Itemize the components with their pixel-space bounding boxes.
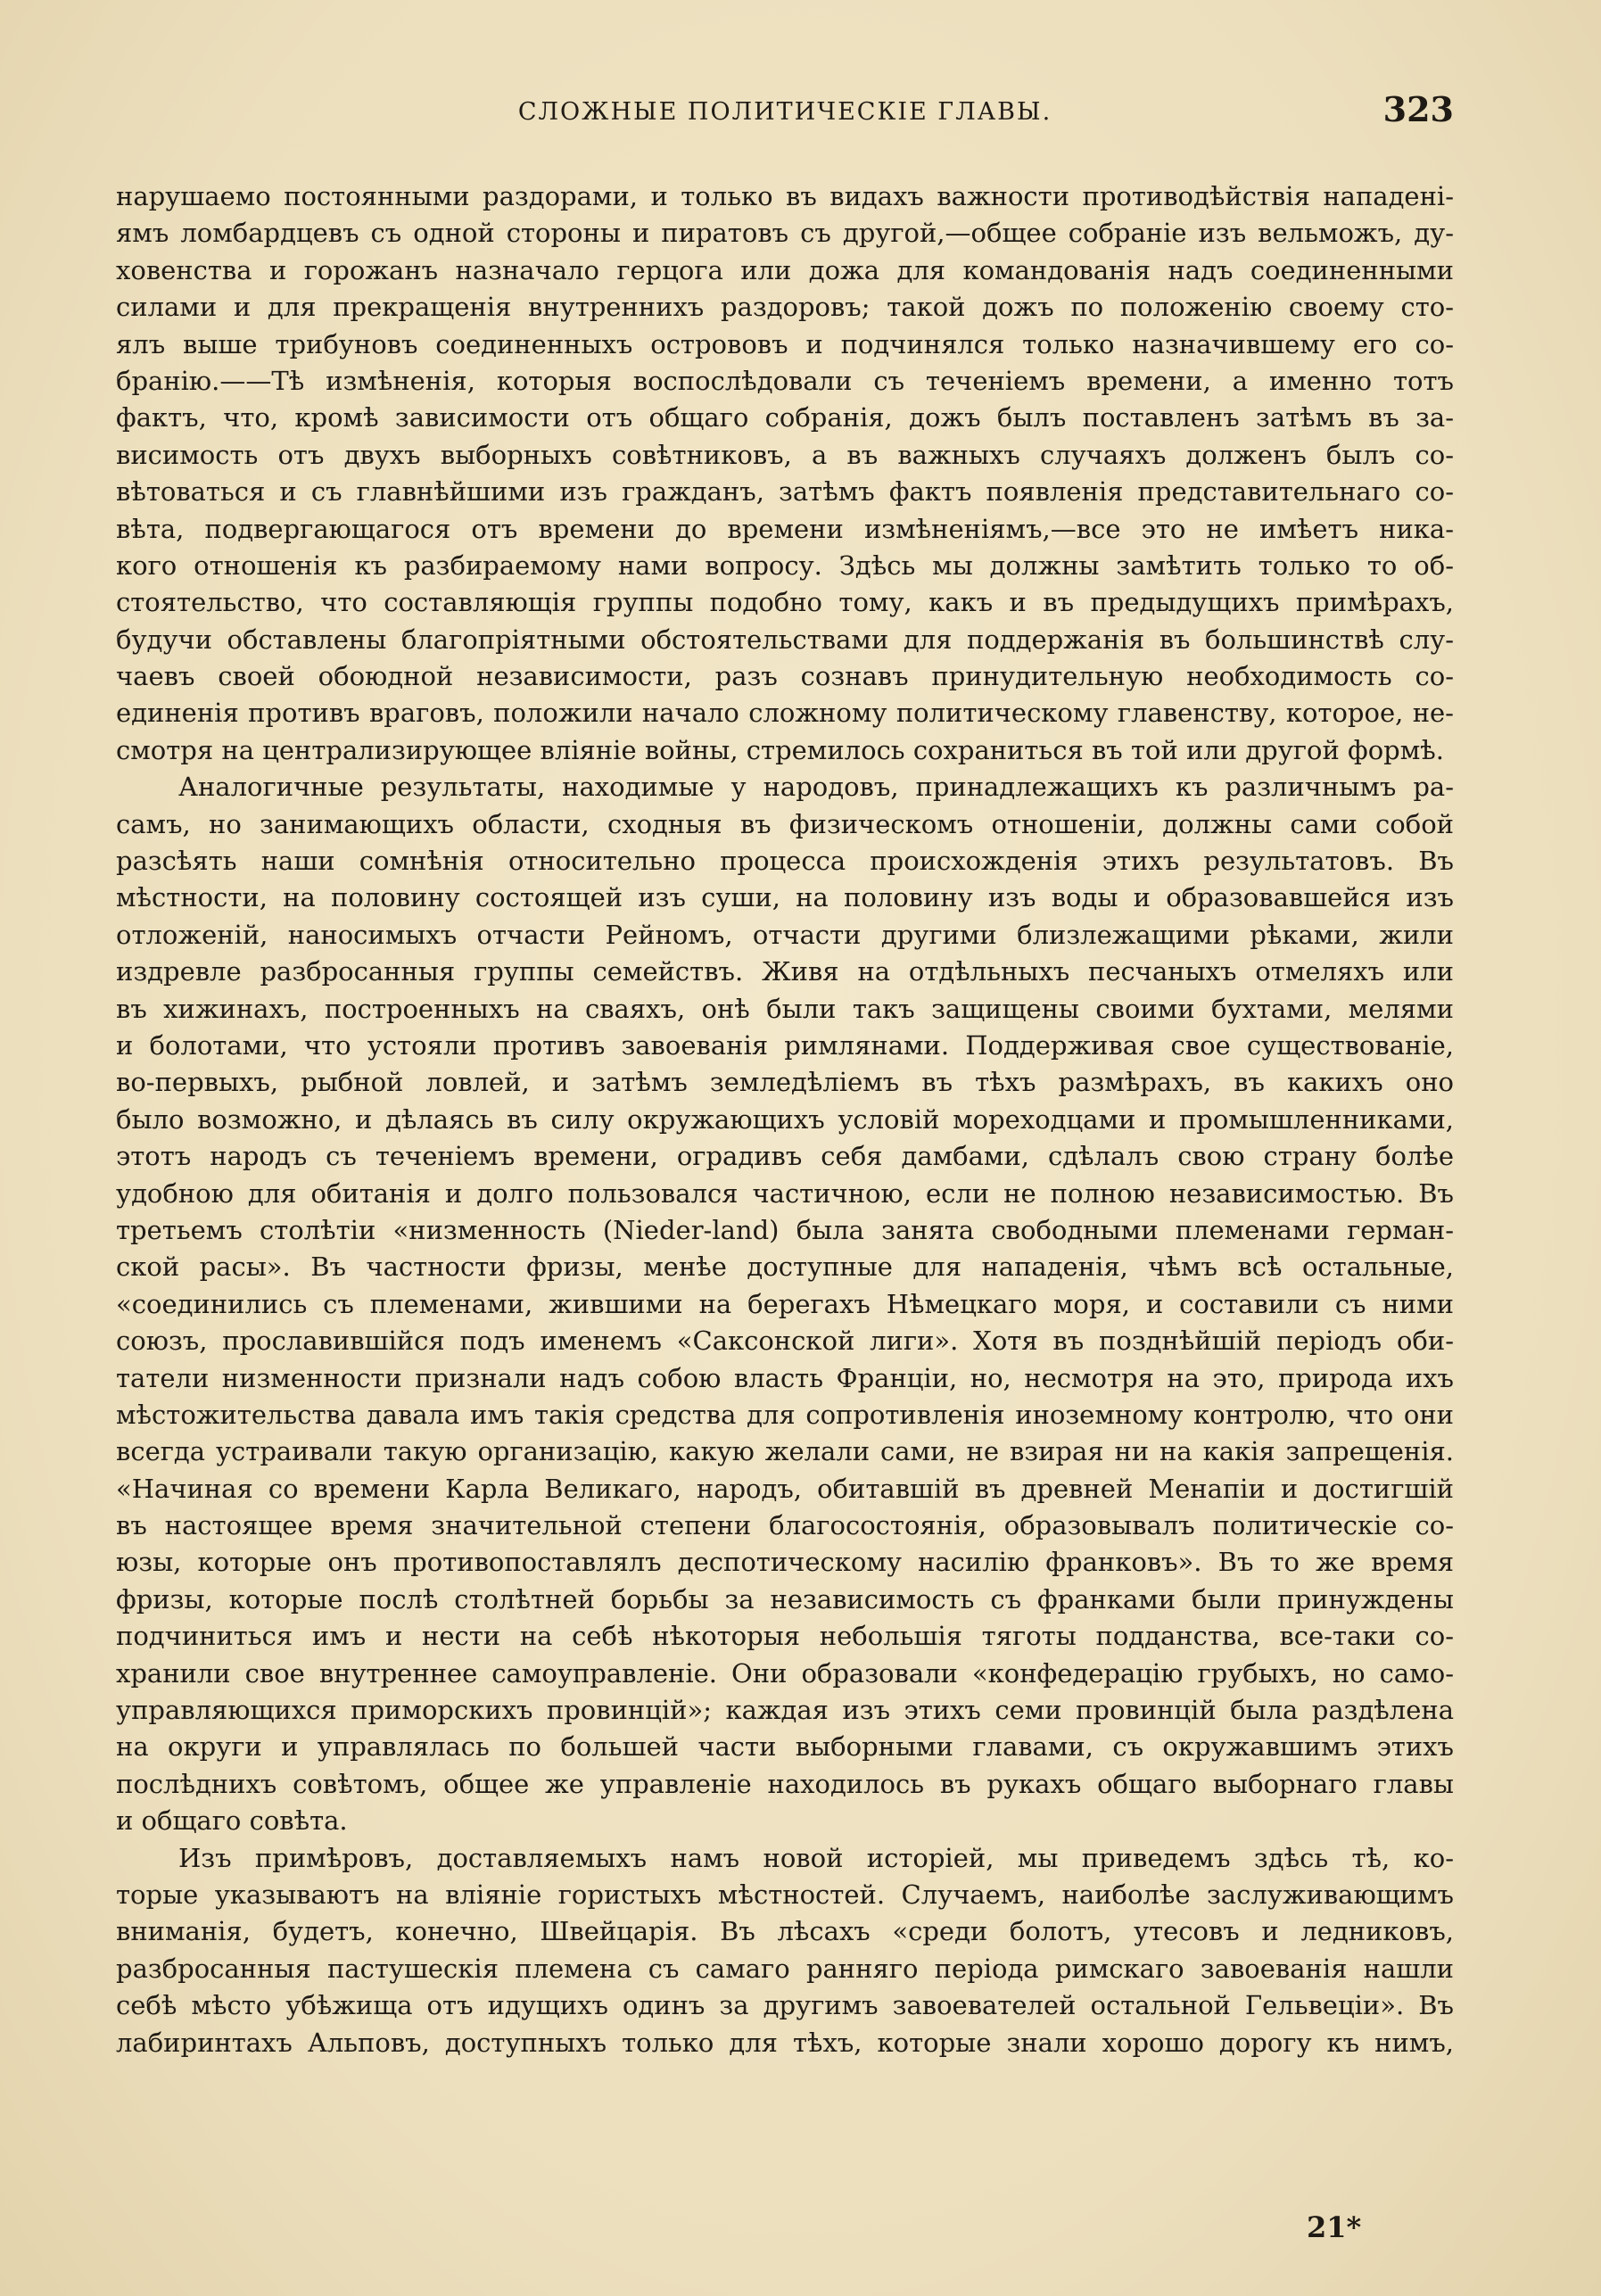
text-line: фризы, которые послѣ столѣтней борьбы за независимость съ франками были принуждены	[116, 1583, 1454, 1615]
text-line: послѣднихъ совѣтомъ, общее же управленіе находилось въ рукахъ общаго выборнаго главы	[116, 1768, 1454, 1799]
text-line: на округи и управлялась по большей части выборными главами, съ окружавшимъ этихъ	[116, 1731, 1454, 1763]
body-text	[116, 178, 1454, 2061]
text-line: хранили свое внутреннее самоуправленіе. Они образовали «конфедерацію грубыхъ, но само-	[116, 1657, 1454, 1689]
text-line: отложеній, наносимыхъ отчасти Рейномъ, отчасти другими близлежащими рѣками, жили	[116, 919, 1454, 950]
text-line: мѣстности, на половину состоящей изъ суши, на половину изъ воды и образовавшейся изъ	[116, 882, 1454, 913]
text-line: было возможно, и дѣлаясь въ силу окружающихъ условій мореходцами и промышленниками,	[116, 1103, 1454, 1135]
text-line: смотря на централизирующее вліяніе войны, стремилось сохраниться въ той или другой формѣ.	[116, 734, 1444, 765]
text-line: будучи обставлены благопріятными обстоятельствами для поддержанія въ большинствѣ слу-	[116, 624, 1454, 655]
text-line: всегда устраивали такую организацію, какую желали сами, не взирая ни на какія запрещенія.	[116, 1436, 1454, 1467]
text-line: подчиниться имъ и нести на себѣ нѣкоторыя небольшія тяготы подданства, все-таки со-	[116, 1621, 1454, 1652]
text-line: вѣтоваться и съ главнѣйшими изъ гражданъ, затѣмъ фактъ появленія представительнаго со-	[116, 476, 1454, 508]
text-line: этотъ народъ съ теченіемъ времени, оградивъ себя дамбами, сдѣлалъ свою страну болѣе	[116, 1141, 1454, 1172]
text-line: торые указываютъ на вліяніе гористыхъ мѣстностей. Случаемъ, наиболѣе заслуживающимъ	[116, 1879, 1454, 1910]
text-line: «соединились съ племенами, жившими на берегахъ Нѣмецкаго моря, и составили съ ними	[116, 1288, 1454, 1319]
text-line: бранію.——Тѣ измѣненія, которыя воспослѣдовали съ теченіемъ времени, а именно тотъ	[116, 365, 1454, 396]
text-line: ской расы». Въ частности фризы, менѣе доступные для нападенія, чѣмъ всѣ остальные,	[116, 1251, 1454, 1283]
text-line: мѣстожительства давала имъ такія средства для сопротивленія иноземному контролю, что они	[116, 1399, 1454, 1430]
text-line: въ хижинахъ, построенныхъ на сваяхъ, онѣ были такъ защищены своими бухтами, мелями	[116, 993, 1454, 1024]
text-line: чаевъ своей обоюдной независимости, разъ сознавъ принудительную необходимость со-	[116, 661, 1454, 692]
page-number: 323	[1382, 89, 1454, 129]
text-line: ялъ выше трибуновъ соединенныхъ острововъ и подчинялся только назначившему его со-	[116, 328, 1454, 359]
text-line: вѣта, подвергающагося отъ времени до времени измѣненіямъ,—все это не имѣетъ ника-	[116, 513, 1454, 544]
text-line: ямъ ломбардцевъ съ одной стороны и пиратовъ съ другой,—общее собраніе изъ вельможъ, ду-	[116, 218, 1454, 249]
text-line: во-первыхъ, рыбной ловлей, и затѣмъ земледѣліемъ въ тѣхъ размѣрахъ, въ какихъ оно	[116, 1067, 1454, 1098]
text-line: Изъ примѣровъ, доставляемыхъ намъ новой исторіей, мы приведемъ здѣсь тѣ, ко-	[178, 1842, 1454, 1873]
text-line: разбросанныя пастушескія племена съ самаго ранняго періода римскаго завоеванія нашли	[116, 1953, 1454, 1984]
text-line: кого отношенія къ разбираемому нами вопросу. Здѣсь мы должны замѣтить только то об-	[116, 549, 1454, 581]
text-line: и общаго совѣта.	[116, 1805, 348, 1837]
text-line: и болотами, что устояли противъ завоеванія римлянами. Поддерживая свое существованіе,	[116, 1029, 1454, 1061]
text-line: издревле разбросанныя группы семействъ. Живя на отдѣльныхъ песчаныхъ отмеляхъ или	[116, 956, 1454, 987]
text-line: стоятельство, что составляющія группы подобно тому, какъ и въ предыдущихъ примѣрахъ,	[116, 587, 1454, 618]
text-line: татели низменности признали надъ собою власть Франціи, но, несмотря на это, природа ихъ	[116, 1362, 1454, 1393]
text-line: вниманія, будетъ, конечно, Швейцарія. Въ лѣсахъ «среди болотъ, утесовъ и ледниковъ,	[116, 1916, 1454, 1947]
text-line: ховенства и горожанъ назначало герцога или дожа для командованія надъ соединенными	[116, 254, 1454, 285]
text-line: единенія противъ враговъ, положили начало сложному политическому главенству, которое, не-	[116, 698, 1454, 729]
text-line: «Начиная со времени Карла Великаго, народъ, обитавшій въ древней Менапіи и достигшій	[116, 1473, 1454, 1504]
text-line: висимость отъ двухъ выборныхъ совѣтниковъ, а въ важныхъ случаяхъ долженъ былъ со-	[116, 439, 1454, 470]
running-head: СЛОЖНЫЕ ПОЛИТИЧЕСКІЕ ГЛАВЫ.	[517, 98, 1052, 126]
text-line: самъ, но занимающихъ области, сходныя въ физическомъ отношеніи, должны сами собой	[116, 808, 1454, 839]
text-line: третьемъ столѣтіи «низменность (Nieder-land) была занята свободными племенами герман-	[116, 1214, 1454, 1245]
text-line: разсѣять наши сомнѣнія относительно процесса происхожденія этихъ результатовъ. Въ	[116, 846, 1454, 877]
text-line: фактъ, что, кромѣ зависимости отъ общаго собранія, дожъ былъ поставленъ затѣмъ въ за-	[116, 402, 1454, 434]
text-line: себѣ мѣсто убѣжища отъ идущихъ одинъ за другимъ завоевателей остальной Гельвеціи». Въ	[116, 1990, 1454, 2021]
text-line: въ настоящее время значительной степени благосостоянія, образовывалъ политическіе со-	[116, 1510, 1454, 1541]
text-line: юзы, которые онъ противопоставлялъ деспотическому насилію франковъ». Въ то же время	[116, 1547, 1454, 1578]
text-line: союзъ, прославившійся подъ именемъ «Саксонской лиги». Хотя въ позднѣйшій періодъ оби-	[116, 1326, 1454, 1357]
text-line: лабиринтахъ Альповъ, доступныхъ только для тѣхъ, которые знали хорошо дорогу къ нимъ,	[116, 2027, 1454, 2058]
text-line: нарушаемо постоянными раздорами, и только въ видахъ важности противодѣйствія нападені-	[116, 181, 1454, 211]
page-header	[116, 89, 1454, 143]
text-line: удобною для обитанія и долго пользовался частичною, если не полною независимостью. Въ	[116, 1177, 1454, 1209]
text-line: Аналогичные результаты, находимые у народовъ, принадлежащихъ къ различнымъ ра-	[178, 772, 1454, 803]
text-line: силами и для прекращенія внутреннихъ раздоровъ; такой дожъ по положенію своему сто-	[116, 292, 1454, 323]
text-line: управляющихся приморскихъ провинцій»; каждая изъ этихъ семи провинцій была раздѣлена	[116, 1695, 1454, 1726]
signature-mark: 21*	[1307, 2210, 1362, 2244]
